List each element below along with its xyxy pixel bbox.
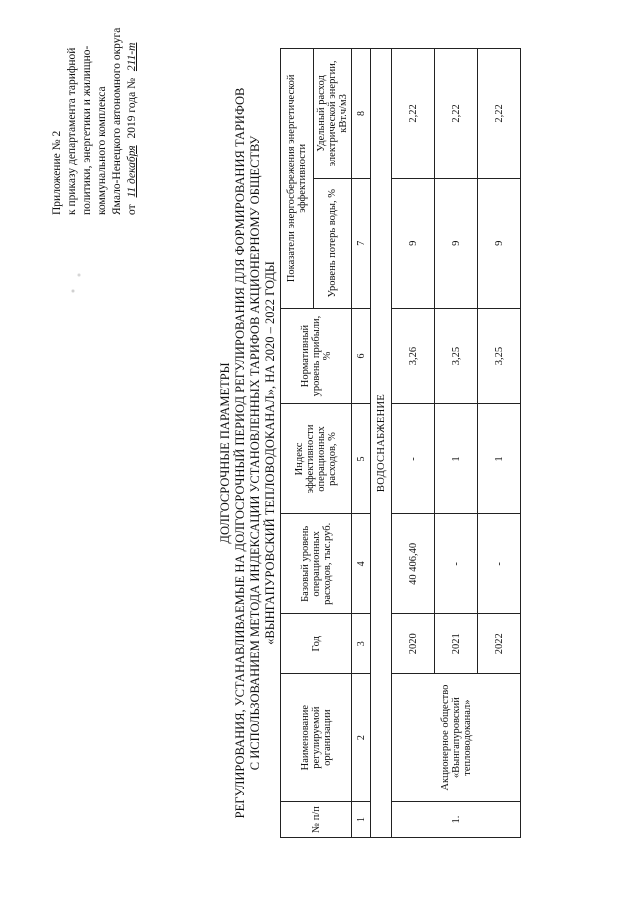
appendix-header [50,25,140,215]
column-number: 3 [352,613,371,673]
column-number: 6 [352,308,371,404]
cell-year: 2022 [478,613,521,673]
cell-power-consumption: 2,22 [435,48,478,178]
cell-efficiency-index: 1 [435,404,478,514]
header-base-opex: Базовый уровень операционных расходов, тыс.руб. [281,513,352,613]
cell-efficiency-index: - [392,404,435,514]
appendix-line: политики, энергетики и жилищно- [81,45,93,215]
header-efficiency-index: Индекс эффективности операционных расходов, % [281,404,352,514]
header-water-loss: Уровень потерь воды, % [314,178,352,308]
column-number: 1 [352,801,371,837]
cell-power-consumption: 2,22 [478,48,521,178]
header-year: Год [281,613,352,673]
cell-year: 2020 [392,613,435,673]
row-number: 1. [392,801,521,837]
header-num: № п/п [281,801,352,837]
date-day: 11 декабря [126,144,138,197]
cell-water-loss: 9 [392,178,435,308]
column-number: 4 [352,513,371,613]
faded-stamp [46,243,106,323]
organization-name: Акционерное общество «Вынгапуровский тепловодоканал» [392,673,521,801]
document-title [218,23,278,883]
appendix-line: Ямало-Ненецкого автономного округа [111,27,123,215]
appendix-line: Приложение № 2 [51,130,63,215]
title-line: РЕГУЛИРОВАНИЯ, УСТАНАВЛИВАЕМЫЕ НА ДОЛГОСРОЧНЫЙ ПЕРИОД РЕГУЛИРОВАНИЯ ДЛЯ ФОРМИРОВАНИЯ ТАРИФОВ [233,87,247,818]
table-row [392,48,435,837]
cell-water-loss: 9 [435,178,478,308]
header-power-consumption: Удельный расход электрической энергии, кВт.ч/м3 [314,48,352,178]
appendix-date-line [125,25,140,215]
title-line: «ВЫНГАПУРОВСКИЙ ТЕПЛОВОДОКАНАЛ», НА 2020 – 2022 ГОДЫ [263,260,277,645]
column-number: 8 [352,48,371,178]
cell-base-opex: - [435,513,478,613]
section-water-supply: ВОДОСНАБЖЕНИЕ [371,48,392,837]
title-line: С ИСПОЛЬЗОВАНИЕМ МЕТОДА ИНДЕКСАЦИИ УСТАНОВЛЕННЫХ ТАРИФОВ АКЦИОНЕРНОМУ ОБЩЕСТВУ [248,135,262,770]
cell-profit-level: 3,26 [392,308,435,404]
date-year: 2019 года № [126,77,138,138]
header-profit-level: Нормативный уровень прибыли, % [281,308,352,404]
column-number: 2 [352,673,371,801]
cell-profit-level: 3,25 [478,308,521,404]
header-org: Наименование регулируемой организации [281,673,352,801]
column-number: 7 [352,178,371,308]
column-number: 5 [352,404,371,514]
appendix-line: коммунального комплекса [96,85,108,215]
section-row [371,48,392,837]
cell-year: 2021 [435,613,478,673]
cell-base-opex: - [478,513,521,613]
order-number: 211-т [126,42,138,71]
date-prefix: от [126,203,138,215]
parameters-table [280,48,521,838]
rotated-document-page [40,23,600,883]
title-line: ДОЛГОСРОЧНЫЕ ПАРАМЕТРЫ [218,361,232,544]
appendix-line: к приказу департамента тарифной [66,47,78,215]
cell-water-loss: 9 [478,178,521,308]
header-energy-group: Показатели энергосбережения энергетической эффективности [281,48,314,308]
column-number-row [352,48,371,837]
cell-profit-level: 3,25 [435,308,478,404]
cell-efficiency-index: 1 [478,404,521,514]
cell-power-consumption: 2,22 [392,48,435,178]
cell-base-opex: 40 406,40 [392,513,435,613]
